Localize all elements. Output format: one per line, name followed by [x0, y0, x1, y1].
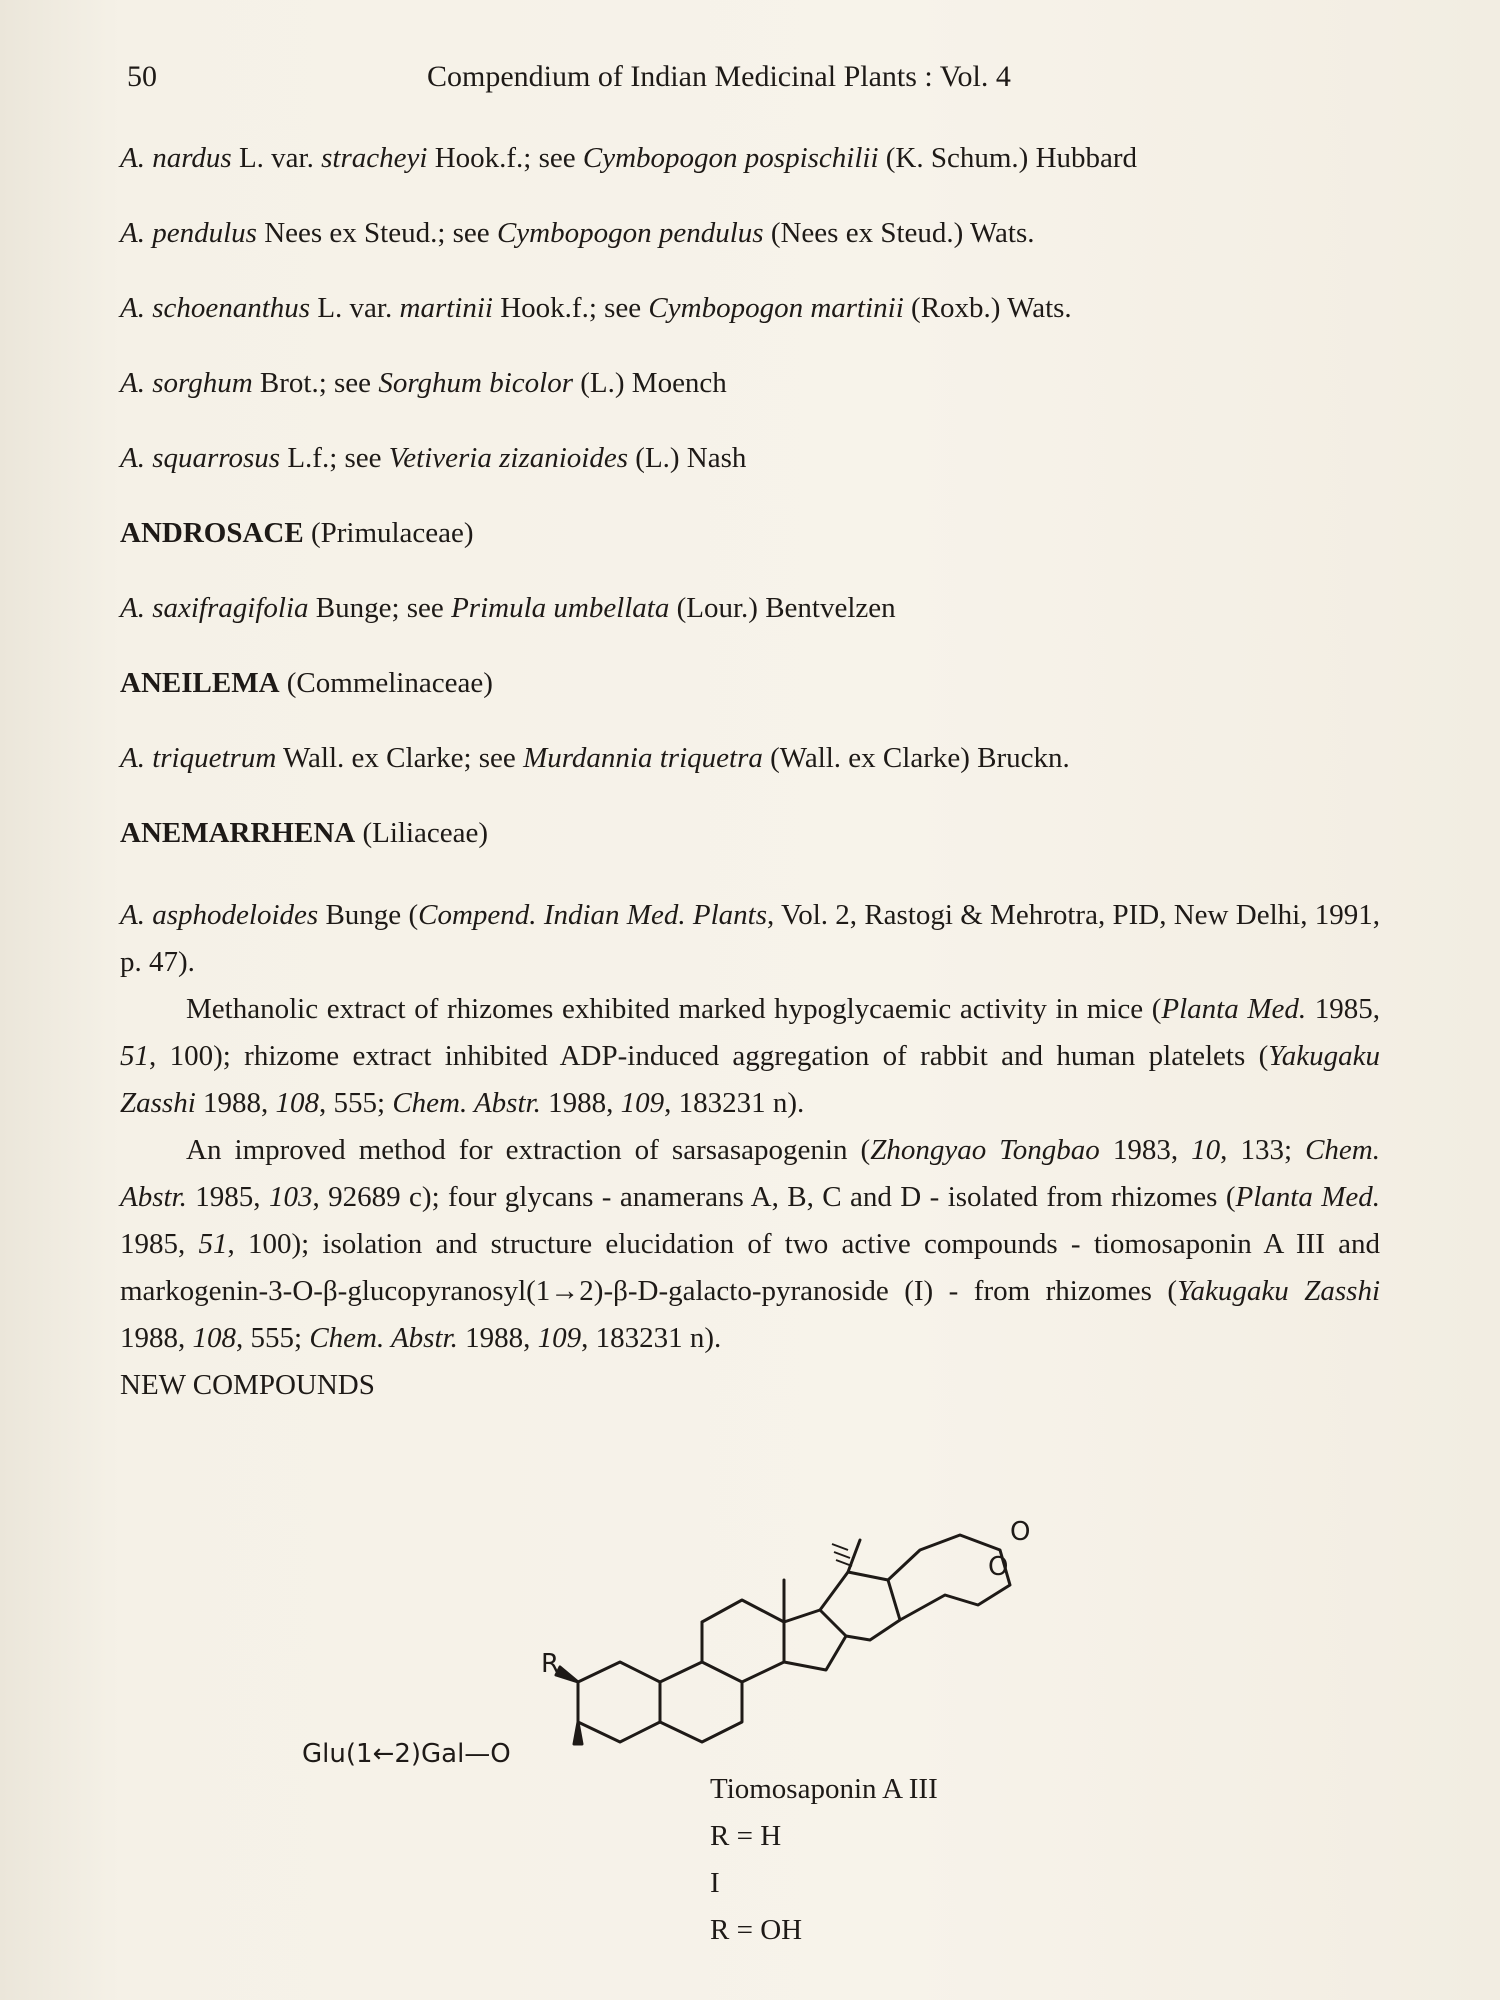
journal-name: Yakugaku Zasshi — [120, 1040, 1380, 1119]
authority: L.f.; see — [280, 442, 389, 474]
species-name: A. saxifragifolia — [120, 592, 309, 624]
text-run: 1985, — [1306, 993, 1380, 1025]
text-run: 1983, — [1099, 1134, 1192, 1166]
journal-name: Yakugaku Zasshi — [1177, 1275, 1380, 1307]
compound-label: I — [710, 1867, 720, 1899]
text-run: 1988, — [540, 1087, 621, 1119]
text-run: , 183231 n). — [664, 1087, 805, 1119]
journal-name: Chem. Abstr. — [392, 1087, 541, 1119]
r-group-label: R — [541, 1649, 560, 1679]
volume-number: 108 — [275, 1087, 320, 1119]
species-name: A. squarrosus — [120, 442, 281, 474]
variety-name: martinii — [399, 292, 493, 324]
reference-title: Compend. Indian Med. Plants — [418, 899, 767, 931]
volume-number: 103 — [268, 1181, 313, 1213]
species-name: A. schoenanthus — [120, 292, 311, 324]
authority: Bunge; see — [308, 592, 452, 624]
variety-name: stracheyi — [321, 142, 428, 174]
genus-name: ANEILEMA — [120, 667, 280, 699]
family-name: (Commelinaceae) — [279, 667, 493, 699]
authority: (K. Schum.) Hubbard — [878, 142, 1138, 174]
authority: (Nees ex Steud.) Wats. — [763, 217, 1035, 249]
text-run: , 183231 n). — [581, 1322, 722, 1354]
species-name: A. sorghum — [120, 367, 253, 399]
volume-number: 109 — [620, 1087, 665, 1119]
authority: Hook.f.; see — [492, 292, 649, 324]
genus-name: ANDROSACE — [120, 517, 304, 549]
compound-substituent: R = OH — [710, 1914, 803, 1946]
running-title: Compendium of Indian Medicinal Plants : Vol. 4 — [427, 60, 1011, 93]
text-run: 1988, — [120, 1322, 193, 1354]
text-run: 1985, — [186, 1181, 269, 1213]
family-name: (Primulaceae) — [303, 517, 474, 549]
accepted-name: Cymbopogon pendulus — [496, 217, 764, 249]
authority: Nees ex Steud.; see — [256, 217, 497, 249]
genus-name: ANEMARRHENA — [120, 817, 356, 849]
text-run: 1988, — [457, 1322, 538, 1354]
text-run: , 555; — [236, 1322, 310, 1354]
authority: (L.) Nash — [628, 442, 747, 474]
text-run: , 555; — [319, 1087, 393, 1119]
authority: Wall. ex Clarke; see — [276, 742, 524, 774]
authority: Brot.; see — [252, 367, 379, 399]
text-run: , 100); rhizome extract inhibited ADP-induced aggregation of rabbit and human platelets ( — [149, 1040, 1269, 1072]
text-run: An improved method for extraction of sarsasapogenin ( — [186, 1134, 871, 1166]
text-run: , 92689 c); four glycans - anamerans A, B, C and D - isolated from rhizomes ( — [312, 1181, 1236, 1213]
new-compounds-heading: NEW COMPOUNDS — [120, 1369, 375, 1401]
journal-name: Chem. Abstr. — [309, 1322, 458, 1354]
text-run: 1988, — [195, 1087, 276, 1119]
authority: (Roxb.) Wats. — [903, 292, 1072, 324]
species-name: A. pendulus — [120, 217, 257, 249]
accepted-name: Primula umbellata — [451, 592, 670, 624]
volume-number: 51 — [198, 1228, 228, 1260]
structure-bonds — [556, 1535, 1010, 1744]
accepted-name: Vetiveria zizanioides — [388, 442, 629, 474]
accepted-name: Sorghum bicolor — [378, 367, 573, 399]
authority: L. var. — [231, 142, 322, 174]
family-name: (Liliaceae) — [355, 817, 489, 849]
volume-number: 108 — [192, 1322, 236, 1354]
authority: L. var. — [310, 292, 400, 324]
page-number: 50 — [127, 60, 157, 93]
text-run: 1985, — [120, 1228, 199, 1260]
text-run: Bunge ( — [318, 899, 419, 931]
text-run: , Vol. 2, Rastogi & Mehrotra, PID, New Delhi, 1991, p. 47). — [120, 899, 1380, 978]
sugar-chain-label: Glu(1←2)Gal—O — [302, 1739, 511, 1769]
volume-number: 109 — [537, 1322, 582, 1354]
oxygen-label-top: O — [1010, 1517, 1031, 1547]
accepted-name: Cymbopogon pospischilii — [582, 142, 879, 174]
hashed-bond — [832, 1544, 852, 1566]
authority: (Lour.) Bentvelzen — [669, 592, 896, 624]
compound-name: Tiomosaponin A III — [710, 1773, 938, 1805]
volume-number: 51 — [120, 1040, 149, 1072]
journal-name: Planta Med. — [1161, 993, 1307, 1025]
text-run: , 100); isolation and structure elucidation of two active compounds - tiomosaponin A III and markogenin-3-O-β-glucopyranosyl(1→2)-β-D-galacto-pyranoside (I) - from rhizomes ( — [120, 1228, 1380, 1307]
species-name: A. triquetrum — [120, 742, 277, 774]
volume-number: 10 — [1191, 1134, 1221, 1166]
accepted-name: Cymbopogon martinii — [648, 292, 904, 324]
authority: (L.) Moench — [573, 367, 727, 399]
journal-name: Zhongyao Tongbao — [870, 1134, 1100, 1166]
compound-substituent: R = H — [710, 1820, 782, 1852]
authority: (Wall. ex Clarke) Bruckn. — [762, 742, 1070, 774]
species-name: A. nardus — [120, 142, 232, 174]
journal-name: Planta Med. — [1235, 1181, 1381, 1213]
species-name: A. asphodeloides — [120, 899, 319, 931]
accepted-name: Murdannia triquetra — [523, 742, 763, 774]
journal-name: Chem. Abstr. — [120, 1134, 1381, 1213]
oxygen-label-ring: O — [988, 1552, 1009, 1582]
text-run: , 133; — [1220, 1134, 1306, 1166]
text-run: Methanolic extract of rhizomes exhibited marked hypoglycaemic activity in mice ( — [186, 993, 1162, 1025]
authority: Hook.f.; see — [427, 142, 583, 174]
